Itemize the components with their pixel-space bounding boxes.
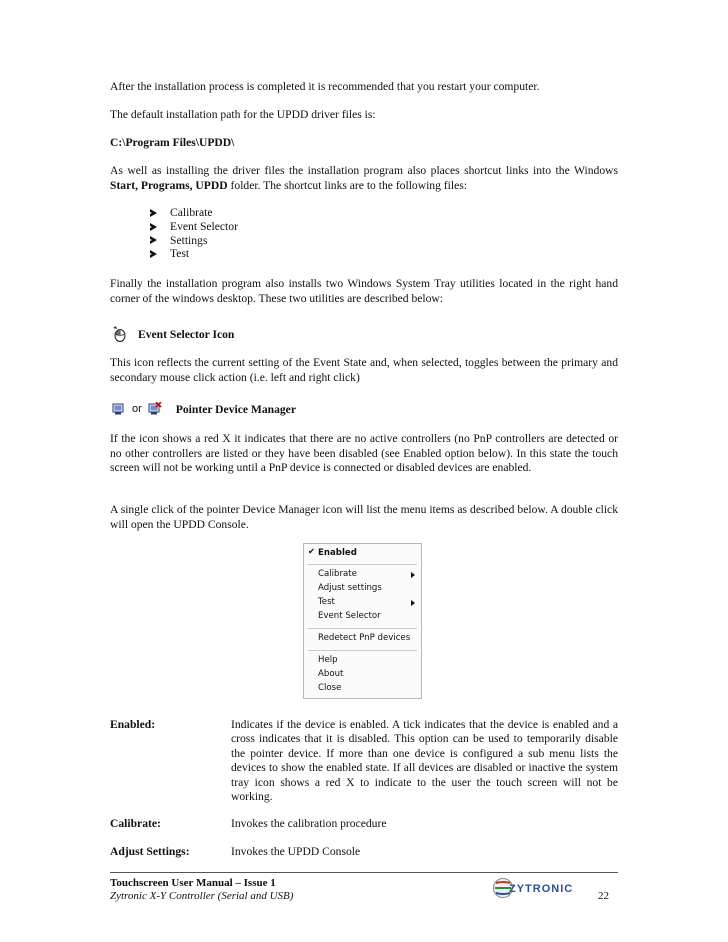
definition-term: Calibrate: xyxy=(110,817,161,830)
context-menu xyxy=(303,543,422,699)
list-item-label: Settings xyxy=(170,233,208,247)
shortcut-list xyxy=(150,206,238,261)
menu-item-close[interactable]: Close xyxy=(318,683,342,693)
menu-item-redetect[interactable]: Redetect PnP devices xyxy=(318,633,411,643)
definition-term: Adjust Settings: xyxy=(110,845,190,858)
footer-subtitle: Zytronic X-Y Controller (Serial and USB) xyxy=(110,890,294,902)
checkmark-icon: ✔ xyxy=(308,547,316,557)
list-item xyxy=(150,220,238,234)
arrow-bullet-icon xyxy=(150,236,157,244)
pointer-device-manager-disabled-icon xyxy=(148,402,162,416)
list-item xyxy=(150,206,238,220)
pointer-manager-heading-row xyxy=(112,402,296,416)
menu-separator xyxy=(308,564,417,565)
shortcut-text-a: As well as installing the driver files the installation program also places shortcut links into the Windows xyxy=(110,164,618,177)
list-item xyxy=(150,234,238,248)
install-path-intro: The default installation path for the UPDD driver files is: xyxy=(110,108,376,121)
arrow-bullet-icon xyxy=(150,209,157,217)
page-number: 22 xyxy=(598,890,609,902)
event-selector-heading-row xyxy=(112,326,234,342)
menu-item-help[interactable]: Help xyxy=(318,655,338,665)
submenu-arrow-icon xyxy=(411,572,415,578)
list-item-label: Event Selector xyxy=(170,219,238,233)
shortcut-folder: Start, Programs, UPDD xyxy=(110,178,228,192)
list-item-label: Test xyxy=(170,247,190,261)
arrow-bullet-icon xyxy=(150,250,157,258)
menu-item-calibrate[interactable]: Calibrate xyxy=(318,569,357,579)
shortcut-text-c: folder. The shortcut links are to the following files: xyxy=(227,178,467,192)
menu-separator xyxy=(308,628,417,629)
tray-utilities-paragraph: Finally the installation program also installs two Windows System Tray utilities located in the right hand corner of the windows desktop. These two utilities are described below: xyxy=(110,277,618,305)
arrow-bullet-icon xyxy=(150,223,157,231)
event-selector-heading: Event Selector Icon xyxy=(138,327,235,341)
install-path: C:\Program Files\UPDD\ xyxy=(110,136,235,149)
menu-intro-paragraph: A single click of the pointer Device Manager icon will list the menu items as described below. A double click will open the UPDD Console. xyxy=(110,503,618,531)
list-item-label: Calibrate xyxy=(170,206,213,219)
list-item xyxy=(150,247,238,261)
zytronic-logo xyxy=(492,877,585,899)
footer-title: Touchscreen User Manual – Issue 1 xyxy=(110,877,276,889)
logo-text: ZYTRONIC xyxy=(509,883,574,895)
definition-desc: Invokes the UPDD Console xyxy=(231,845,361,858)
or-label: or xyxy=(132,403,142,415)
menu-item-enabled[interactable]: Enabled xyxy=(318,548,357,558)
menu-separator xyxy=(308,650,417,651)
menu-item-event-selector[interactable]: Event Selector xyxy=(318,611,381,621)
pointer-manager-heading: Pointer Device Manager xyxy=(175,402,296,416)
menu-item-adjust-settings[interactable]: Adjust settings xyxy=(318,583,382,593)
mouse-icon xyxy=(112,326,126,342)
menu-item-about[interactable]: About xyxy=(318,669,344,679)
definition-desc: Invokes the calibration procedure xyxy=(231,817,387,830)
pointer-device-manager-icon xyxy=(112,402,126,416)
menu-item-test[interactable]: Test xyxy=(318,597,335,607)
shortcut-paragraph xyxy=(110,164,618,193)
definition-desc: Indicates if the device is enabled. A tick indicates that the device is enabled and a cross indicates that it is disabled. This option can be used to temporarily disable the pointer device. If more than one device is configured a sub menu lists the devices to show the enabled state. If all devices are disabled or inactive the system tray icon shows a red X to indicate to the user the touch screen will not be working. xyxy=(231,718,618,804)
submenu-arrow-icon xyxy=(411,600,415,606)
pointer-manager-description: If the icon shows a red X it indicates that there are no active controllers (no PnP controllers are detected or no other controllers are listed or they have been disabled (see Enabled option below). In this state the touch screen will not be working until a PnP device is connected or disabled devices are enabled. xyxy=(110,432,618,475)
footer-divider xyxy=(110,872,618,873)
restart-paragraph: After the installation process is completed it is recommended that you restart your computer. xyxy=(110,80,540,93)
definition-term: Enabled: xyxy=(110,718,156,731)
event-selector-description: This icon reflects the current setting of the Event State and, when selected, toggles between the primary and secondary mouse click action (i.e. left and right click) xyxy=(110,356,618,384)
